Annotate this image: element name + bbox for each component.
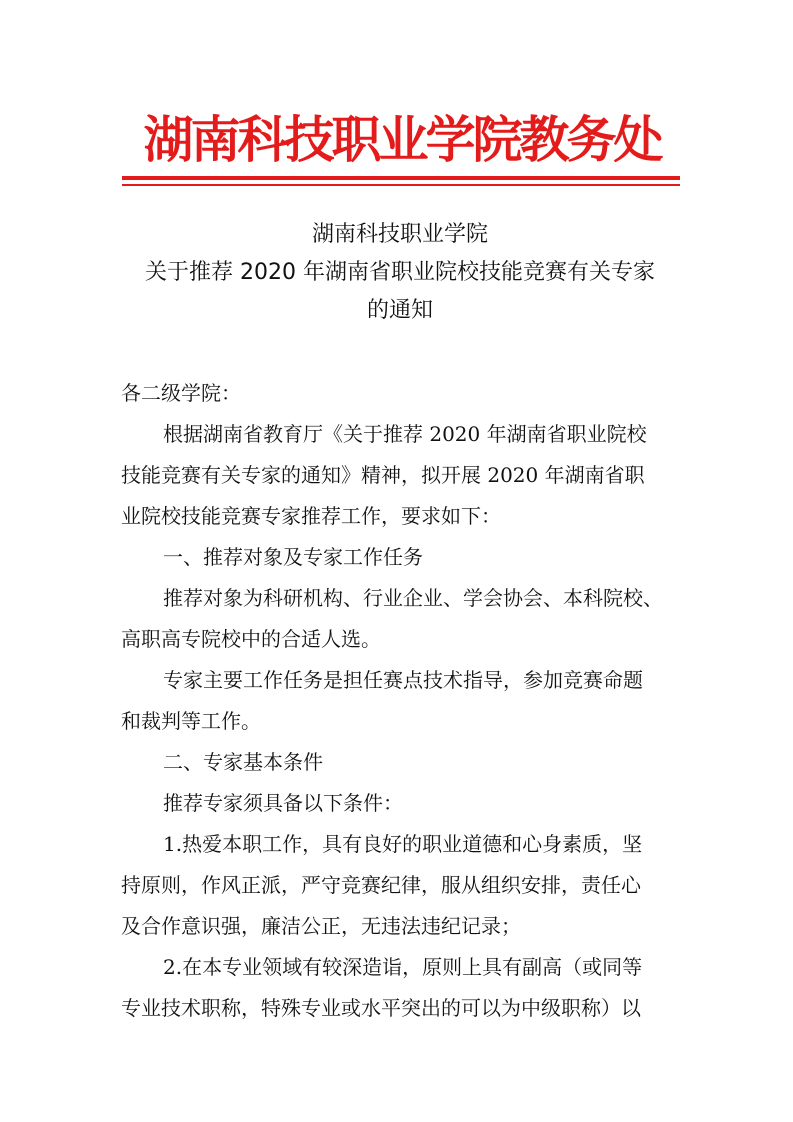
- salutation: 各二级学院：: [121, 381, 241, 405]
- body-line: 及合作意识强，廉洁公正，无违法违纪记录；: [121, 914, 521, 938]
- body-line: 和裁判等工作。: [121, 709, 261, 733]
- letterhead-rule-thin: [122, 184, 680, 186]
- section-heading-1: 一、推荐对象及专家工作任务: [163, 545, 423, 569]
- body-line: 高职高专院校中的合适人选。: [121, 627, 381, 651]
- letterhead-org-name: 湖南科技职业学院教务处: [143, 110, 661, 169]
- body-line: 推荐对象为科研机构、行业企业、学会协会、本科院校、: [163, 586, 663, 610]
- body-line: 持原则，作风正派，严守竞赛纪律，服从组织安排，责任心: [121, 873, 641, 897]
- body-line: 根据湖南省教育厅《关于推荐 2020 年湖南省职业院校: [163, 422, 647, 446]
- document-title: [110, 216, 690, 330]
- title-line-1: 湖南科技职业学院: [311, 222, 488, 247]
- body-line: 专业技术职称，特殊专业或水平突出的可以为中级职称）以: [121, 996, 641, 1020]
- section-heading-2: 二、专家基本条件: [163, 750, 323, 774]
- body-line: 专家主要工作任务是担任赛点技术指导，参加竞赛命题: [163, 668, 643, 692]
- body-line: 技能竞赛有关专家的通知》精神，拟开展 2020 年湖南省职: [121, 463, 645, 487]
- letterhead-rule-thick: [122, 176, 680, 180]
- list-item-2: 2.在本专业领域有较深造诣，原则上具有副高（或同等: [163, 955, 643, 979]
- list-item-1: 1.热爱本职工作，具有良好的职业道德和心身素质，坚: [163, 832, 643, 856]
- body-line: 推荐专家须具备以下条件：: [163, 791, 403, 815]
- title-line-3: 的通知: [366, 298, 433, 323]
- body-line: 业院校技能竞赛专家推荐工作，要求如下：: [121, 504, 501, 528]
- document-body: [121, 373, 676, 1029]
- title-line-2: 关于推荐 2020 年湖南省职业院校技能竞赛有关专家: [145, 260, 655, 285]
